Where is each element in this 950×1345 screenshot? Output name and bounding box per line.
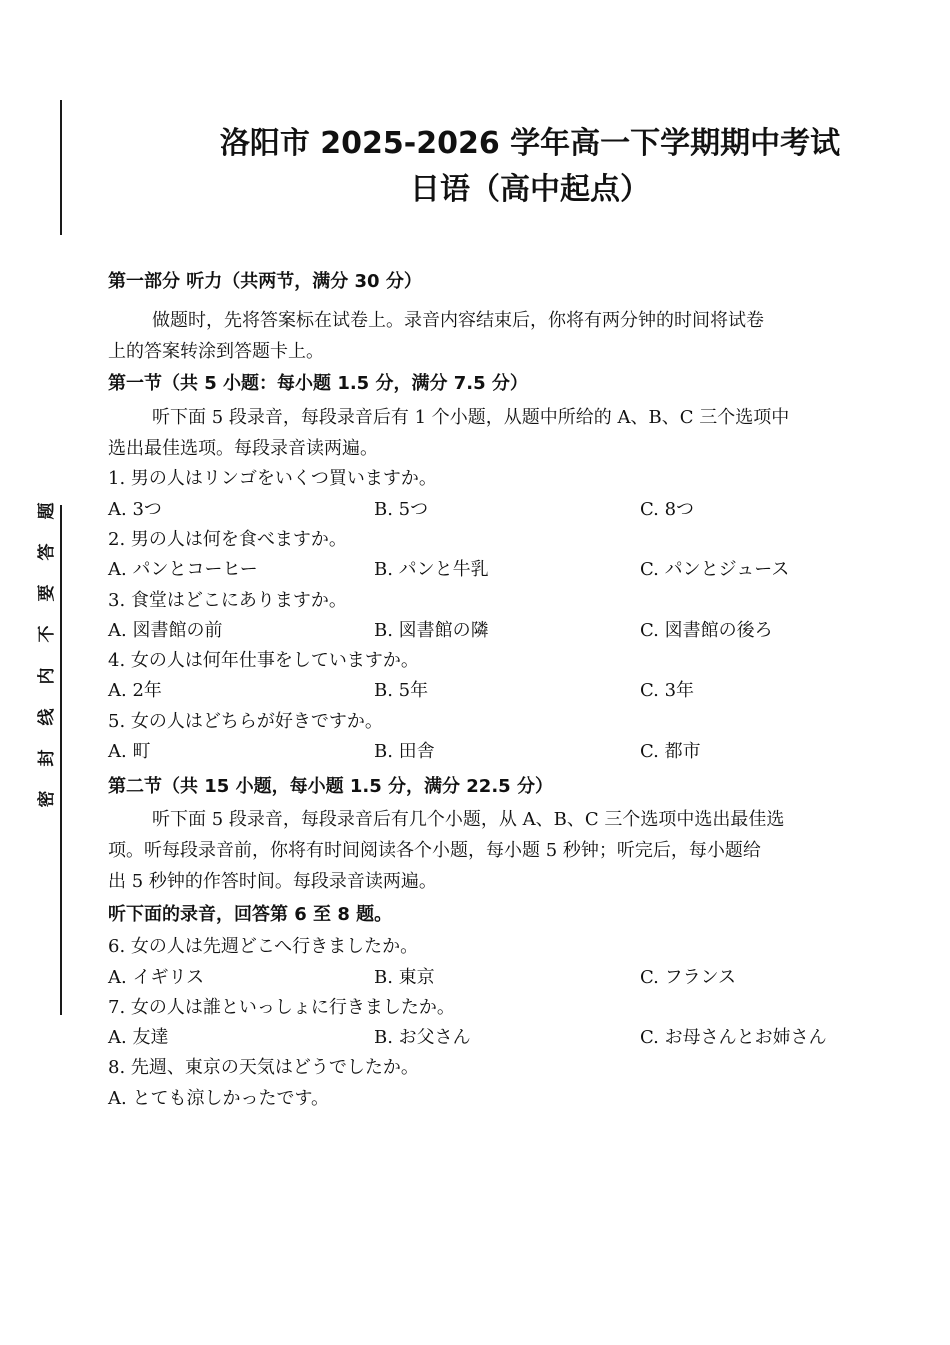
part1-instruction-line: 做题时，先将答案标在试卷上。录音内容结束后，你将有两分钟的时间将试卷 [152, 310, 764, 331]
option-b: B. 田舎 [374, 741, 435, 762]
option-b: B. 5つ [374, 499, 429, 520]
option-a: A. パンとコーヒー [108, 559, 258, 580]
option-b: B. 5年 [374, 680, 429, 701]
question-text: 1. 男の人はリンゴをいくつ買いますか。 [108, 468, 437, 489]
binding-margin-notice [36, 500, 58, 810]
option-a: A. 町 [108, 741, 151, 762]
option-c: C. お母さんとお姉さん [640, 1027, 827, 1048]
option-b: B. 東京 [374, 967, 435, 988]
seal-char: 要 [37, 584, 57, 602]
part1-instruction-line: 上的答案转涂到答题卡上。 [108, 341, 324, 362]
seal-char: 内 [37, 667, 57, 685]
option-c: C. フランス [640, 967, 737, 988]
seal-char: 答 [37, 543, 57, 561]
option-b: B. パンと牛乳 [374, 559, 489, 580]
option-a: A. 友達 [108, 1027, 169, 1048]
section2-instruction-line: 项。听每段录音前，你将有时间阅读各个小题，每小题 5 秒钟；听完后，每小题给 [108, 840, 761, 861]
option-a: A. イギリス [108, 967, 205, 988]
seal-char: 不 [37, 625, 57, 643]
option-c: C. パンとジュース [640, 559, 790, 580]
question-text: 4. 女の人は何年仕事をしていますか。 [108, 650, 419, 671]
question-text: 7. 女の人は誰といっしょに行きましたか。 [108, 997, 455, 1018]
option-a: A. とても涼しかったです。 [108, 1088, 330, 1109]
section2-heading: 第二节（共 15 小题，每小题 1.5 分，满分 22.5 分） [108, 776, 553, 797]
question-text: 6. 女の人は先週どこへ行きましたか。 [108, 936, 419, 957]
option-c: C. 図書館の後ろ [640, 620, 773, 641]
seal-char: 线 [37, 708, 57, 726]
question-group-heading: 听下面的录音，回答第 6 至 8 题。 [108, 904, 393, 925]
exam-subtitle: 日语（高中起点） [410, 172, 650, 207]
section2-instruction-line: 听下面 5 段录音，每段录音后有几个小题，从 A、B、C 三个选项中选出最佳选 [152, 809, 785, 830]
option-c: C. 8つ [640, 499, 695, 520]
section2-instruction-line: 出 5 秒钟的作答时间。每段录音读两遍。 [108, 871, 437, 892]
option-c: C. 都市 [640, 741, 701, 762]
binding-line-top [60, 100, 62, 235]
seal-char: 封 [37, 749, 57, 767]
option-a: A. 3つ [108, 499, 162, 520]
question-text: 8. 先週、東京の天気はどうでしたか。 [108, 1057, 419, 1078]
section1-instruction-line: 听下面 5 段录音，每段录音后有 1 个小题，从题中所给的 A、B、C 三个选项中 [152, 407, 790, 428]
part1-heading: 第一部分 听力（共两节，满分 30 分） [108, 271, 422, 292]
section1-instruction-line: 选出最佳选项。每段录音读两遍。 [108, 438, 378, 459]
section1-heading: 第一节（共 5 小题：每小题 1.5 分，满分 7.5 分） [108, 373, 528, 394]
option-c: C. 3年 [640, 680, 695, 701]
seal-char: 题 [37, 502, 57, 520]
option-b: B. お父さん [374, 1027, 471, 1048]
question-text: 5. 女の人はどちらが好きですか。 [108, 711, 383, 732]
option-a: A. 図書館の前 [108, 620, 223, 641]
question-text: 3. 食堂はどこにありますか。 [108, 590, 347, 611]
exam-title: 洛阳市 2025-2026 学年高一下学期期中考试 [219, 126, 841, 161]
question-text: 2. 男の人は何を食べますか。 [108, 529, 347, 550]
seal-char: 密 [37, 790, 57, 808]
option-a: A. 2年 [108, 680, 162, 701]
binding-line-bottom [60, 505, 62, 1015]
option-b: B. 図書館の隣 [374, 620, 489, 641]
